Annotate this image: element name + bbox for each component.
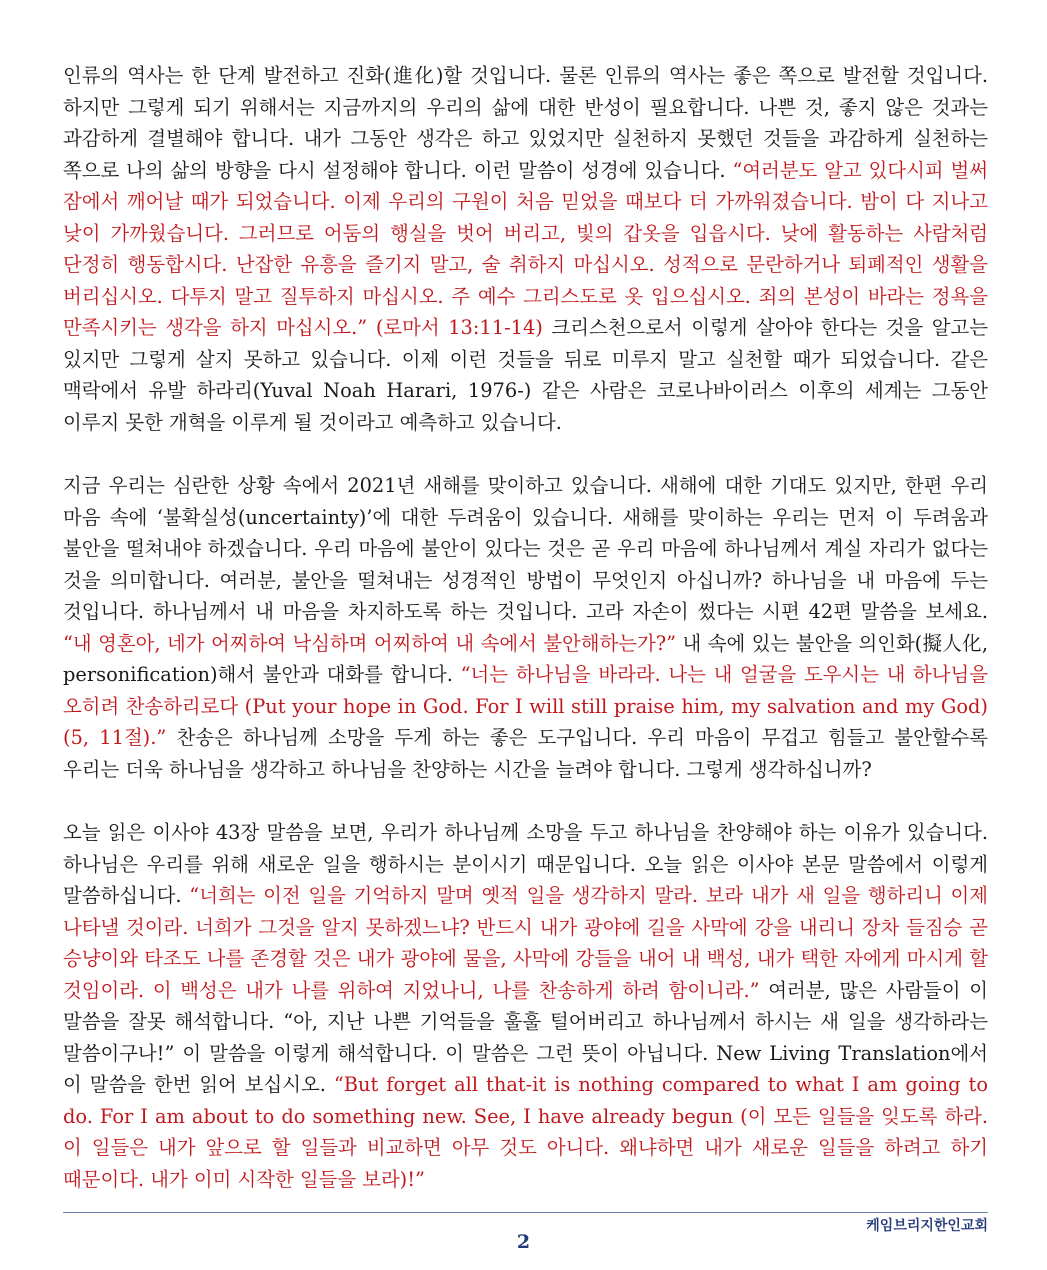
text-run: 찬송은 하나님께 소망을 두게 하는 좋은 도구입니다. 우리 마음이 무겁고 힘들고 불안할수록 우리는 더욱 하나님을 생각하고 하나님을 찬양하는 시간을 늘려야 합니다. 그렇게 생각하십니까?: [63, 726, 989, 781]
paragraph-2: [63, 470, 988, 785]
document-body: [63, 60, 988, 1227]
paragraph-1: [63, 60, 988, 438]
text-run: 내 속에 있는 불안을 의인화(擬人化, personification)해서 불안과 대화를 합니다.: [63, 631, 988, 686]
scripture-quote: “너희는 이전 일을 기억하지 말며 옛적 일을 생각하지 말라. 보라 내가 새 일을 행하리니 이제 나타낼 것이라. 너희가 그것을 알지 못하겠느냐? 반드시 내가 광야에 길을 사막에 강을 내리니 장차 들짐승 곧 승냥이와 타조도 나를 존경할 것은 내가 광야에 물을, 사막에 강들을 내어 내 백성, 내가 택한 자에게 마시게 할 것임이라. 이 백성은 내가 나를 위하여 지었나니, 나를 찬송하게 하려 함이니라.”: [63, 884, 988, 1002]
church-name: 케임브리지한인교회: [866, 1218, 988, 1234]
scripture-quote: “내 영혼아, 네가 어찌하여 낙심하며 어찌하여 내 속에서 불안해하는가?”: [63, 631, 677, 655]
paragraph-3: [63, 817, 988, 1195]
page-number: 2: [516, 1231, 531, 1253]
text-run: 오늘 읽은 이사야 43장 말씀을 보면, 우리가 하나님께 소망을 두고 하나님을 찬양해야 하는 이유가 있습니다. 하나님은 우리를 위해 새로운 일을 행하시는 분이시기 때문입니다. 오늘 읽은 이사야 본문 말씀에서 이렇게 말씀하십니다.: [63, 821, 988, 907]
text-run: 지금 우리는 심란한 상황 속에서 2021년 새해를 맞이하고 있습니다. 새해에 대한 기대도 있지만, 한편 우리 마음 속에 ‘불확실성(uncertainty)’에 대한 두려움이 있습니다. 새해를 맞이하는 우리는 먼저 이 두려움과 불안을 떨쳐내야 하겠습니다. 우리 마음에 불안이 있다는 것은 곧 우리 마음에 하나님께서 계실 자리가 없다는 것을 의미합니다. 여러분, 불안을 떨쳐내는 성경적인 방법이 무엇인지 아십니까? 하나님을 내 마음에 두는 것입니다. 하나님께서 내 마음을 차지하도록 하는 것입니다. 고라 자손이 썼다는 시편 42편 말씀을 보세요.: [63, 474, 988, 623]
scripture-quote: “너는 하나님을 바라라. 나는 내 얼굴을 도우시는 내 하나님을 오히려 찬송하리로다 (Put your hope in God. For I will still praise him, my salvation and my God) (5, 11절).”: [63, 663, 988, 749]
text-run: 크리스천으로서 이렇게 살아야 한다는 것을 알고는 있지만 그렇게 살지 못하고 있습니다. 이제 이런 것들을 뒤로 미루지 말고 실천할 때가 되었습니다. 같은 맥락에서 유발 하라리(Yuval Noah Harari, 1976-) 같은 사람은 코로나바이러스 이후의 세계는 그동안 이루지 못한 개혁을 이루게 될 것이라고 예측하고 있습니다.: [63, 316, 988, 434]
scripture-quote: “But forget all that-it is nothing compared to what I am going to do. For I am about to do something new. See, I have already begun (이 모든 일들을 잊도록 하라. 이 일들은 내가 앞으로 할 일들과 비교하면 아무 것도 아니다. 왜냐하면 내가 새로운 일들을 하려고 하기 때문이다. 내가 이미 시작한 일들을 보라)!”: [63, 1073, 988, 1191]
text-run: 인류의 역사는 한 단계 발전하고 진화(進化)할 것입니다. 물론 인류의 역사는 좋은 쪽으로 발전할 것입니다. 하지만 그렇게 되기 위해서는 지금까지의 우리의 삶에 대한 반성이 필요합니다. 나쁜 것, 좋지 않은 것과는 과감하게 결별해야 합니다. 내가 그동안 생각은 하고 있었지만 실천하지 못했던 것들을 과감하게 실천하는 쪽으로 나의 삶의 방향을 다시 설정해야 합니다. 이런 말씀이 성경에 있습니다.: [63, 64, 988, 182]
text-run: 여러분, 많은 사람들이 이 말씀을 잘못 해석합니다. “아, 지난 나쁜 기억들을 훌훌 털어버리고 하나님께서 하시는 새 일을 생각하라는 말씀이구나!” 이 말씀을 이렇게 해석합니다. 이 말씀은 그런 뜻이 아닙니다. New Living Translation에서 이 말씀을 한번 읽어 보십시오.: [63, 978, 988, 1096]
scripture-quote: “여러분도 알고 있다시피 벌써 잠에서 깨어날 때가 되었습니다. 이제 우리의 구원이 처음 믿었을 때보다 더 가까워졌습니다. 밤이 다 지나고 낮이 가까웠습니다. 그러므로 어둠의 행실을 벗어 버리고, 빛의 갑옷을 입읍시다. 낮에 활동하는 사람처럼 단정히 행동합시다. 난잡한 유흥을 즐기지 말고, 술 취하지 마십시오. 성적으로 문란하거나 퇴폐적인 생활을 버리십시오. 다투지 말고 질투하지 마십시오. 주 예수 그리스도로 옷 입으십시오. 죄의 본성이 바라는 정욕을 만족시키는 생각을 하지 마십시오.” (로마서 13:11-14): [63, 158, 988, 339]
footer-divider: [63, 1212, 988, 1213]
